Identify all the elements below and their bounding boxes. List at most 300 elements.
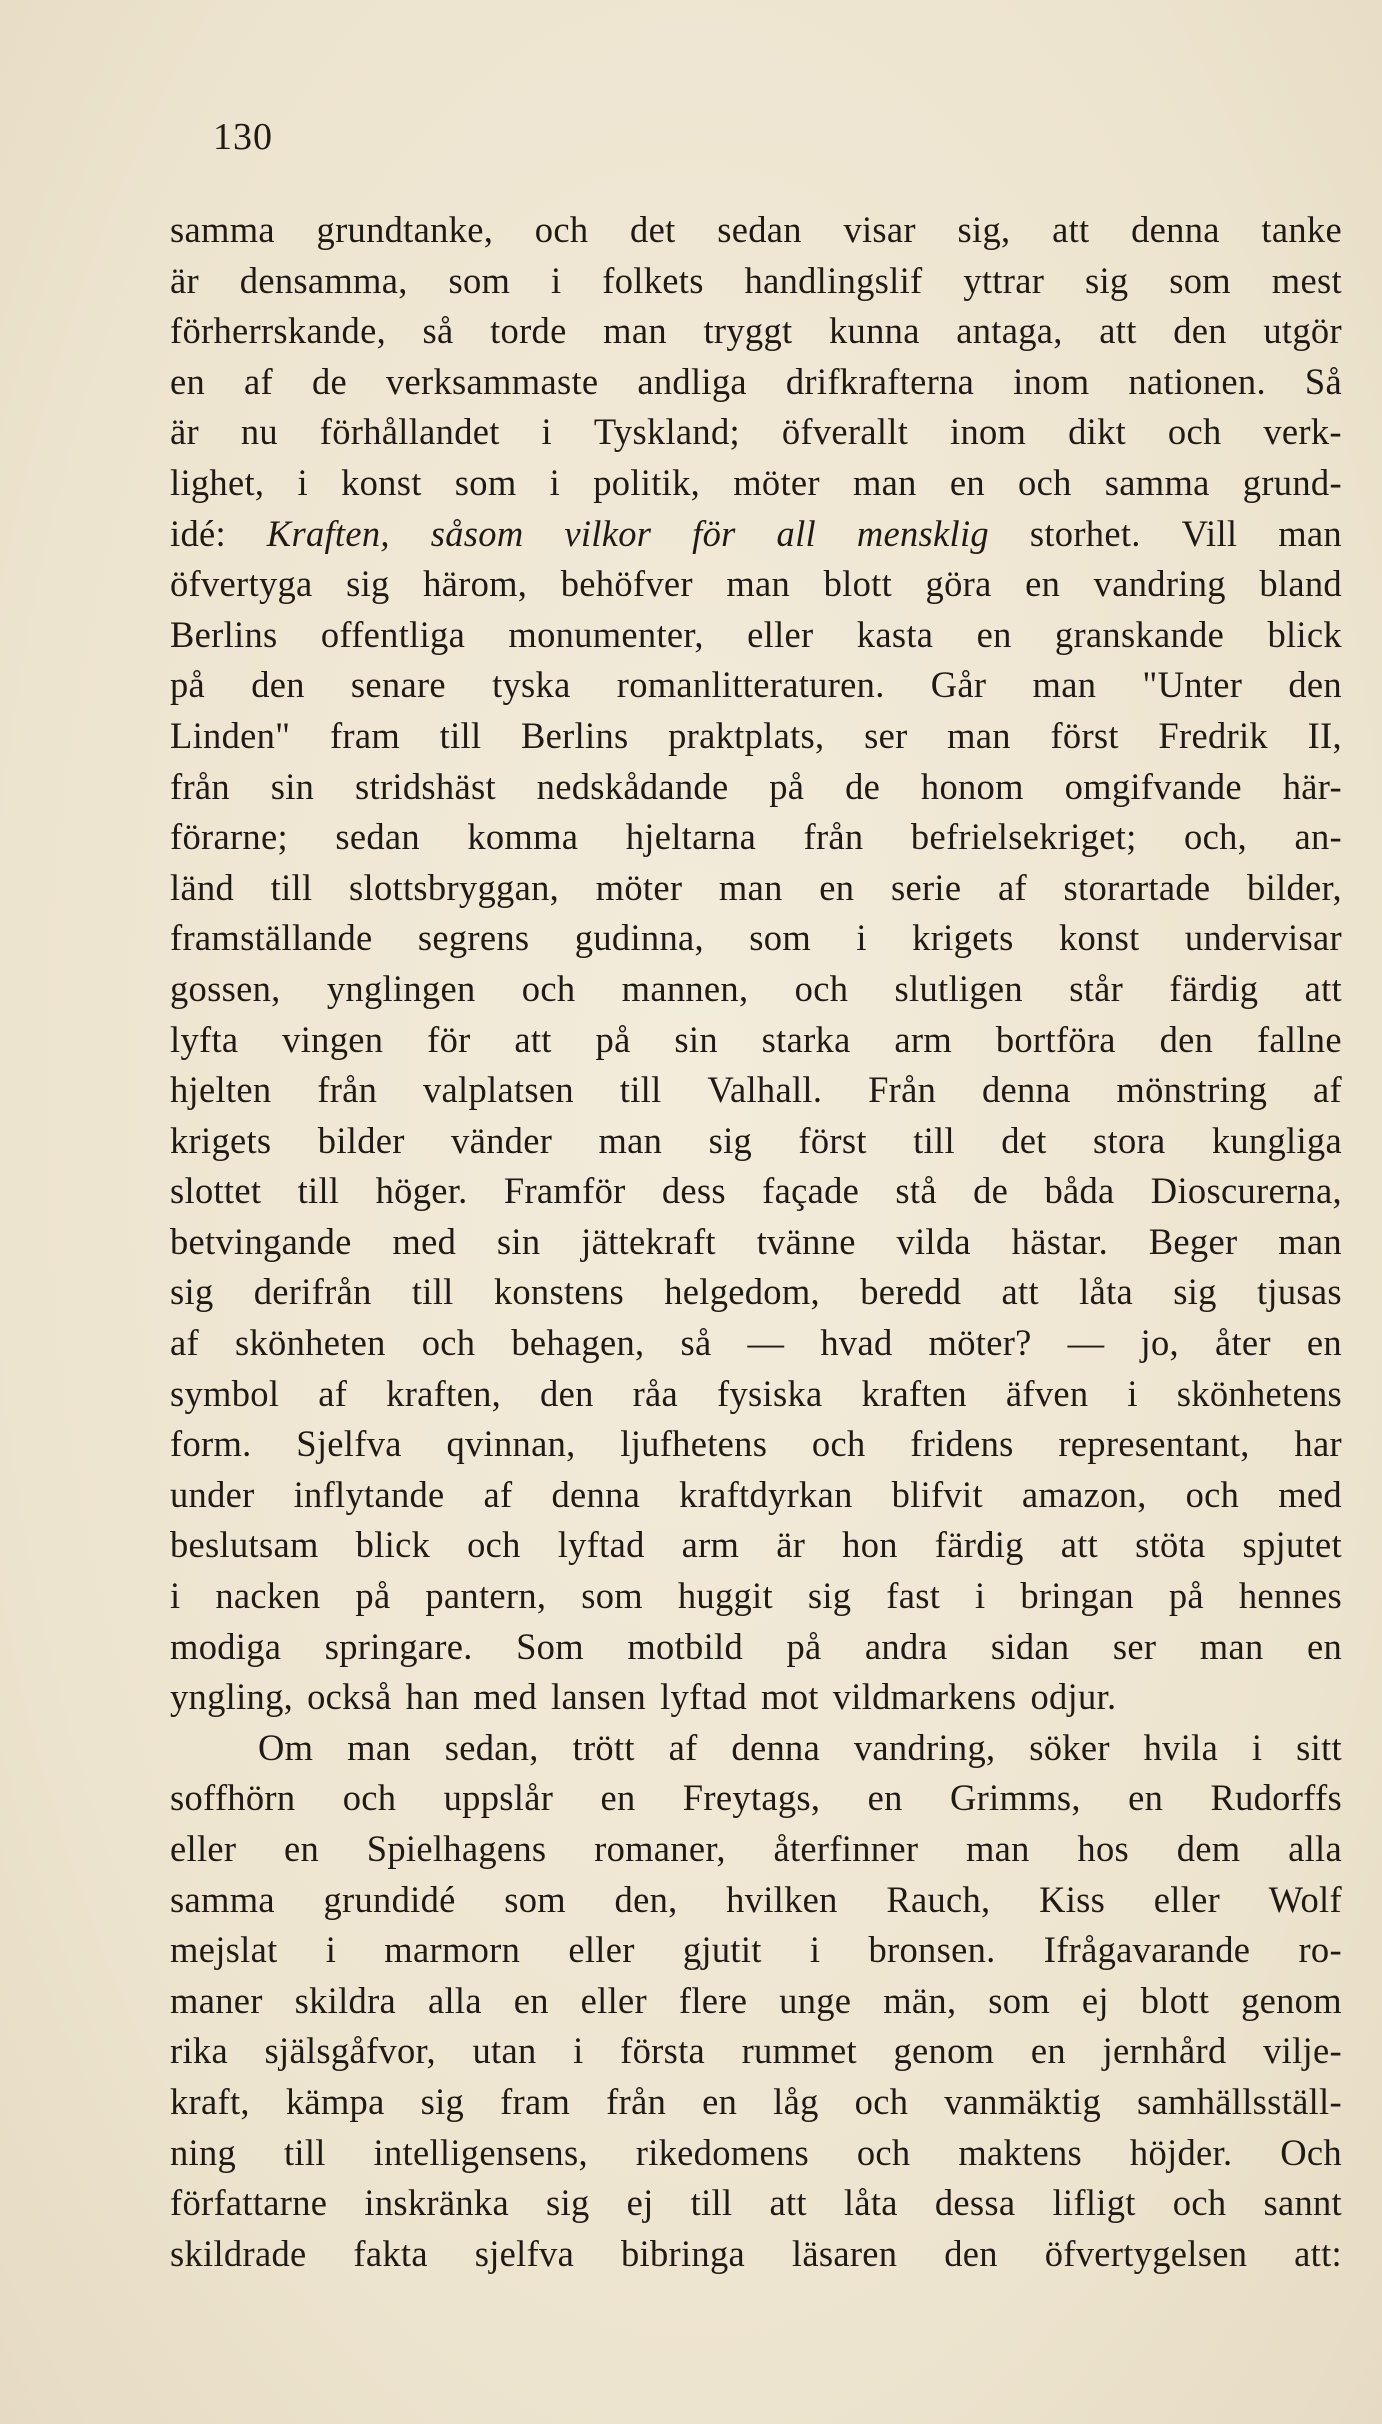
- word: kämpa: [285, 2080, 385, 2122]
- word: krigets: [912, 917, 1014, 959]
- word: inflytande: [293, 1473, 445, 1515]
- word: krigets: [170, 1119, 272, 1161]
- word: stridshäst: [355, 765, 496, 807]
- word: blick: [355, 1524, 431, 1566]
- word: som: [988, 1979, 1051, 2021]
- word: såsom: [430, 512, 524, 554]
- text-line: [170, 610, 1342, 661]
- word: maktens: [958, 2131, 1083, 2173]
- text-line: [170, 407, 1342, 458]
- word: mejslat: [170, 1929, 278, 1971]
- word: i: [297, 461, 308, 503]
- word: låta: [843, 2182, 898, 2224]
- word: sin: [496, 1220, 541, 1262]
- word: granskande: [1054, 613, 1225, 655]
- word: sig: [708, 1119, 753, 1161]
- word: den: [1173, 310, 1227, 352]
- word: modiga: [170, 1625, 282, 1667]
- word: ser: [1112, 1625, 1157, 1667]
- word: rummet: [741, 2030, 857, 2072]
- word: möter: [595, 866, 683, 908]
- word: blott: [1140, 1979, 1210, 2021]
- word: och: [1018, 461, 1072, 503]
- word: offentliga: [320, 613, 466, 655]
- word: senare: [350, 664, 446, 706]
- text-line: [170, 1622, 1342, 1673]
- text-line: [170, 1723, 1342, 1774]
- word: façade: [762, 1170, 860, 1212]
- word: vingen: [282, 1018, 384, 1060]
- word: samma: [170, 209, 275, 250]
- word: sin: [674, 1018, 718, 1060]
- text-line: [170, 863, 1342, 914]
- word: åter: [1214, 1322, 1271, 1364]
- word: att: [1060, 1524, 1099, 1566]
- word: på: [595, 1018, 631, 1060]
- word: folkets: [602, 259, 704, 301]
- word: verksammaste: [386, 360, 599, 402]
- word: en: [1128, 1777, 1164, 1819]
- word: kraften,: [386, 1372, 502, 1414]
- word: fridens: [910, 1423, 1014, 1465]
- word: Vill: [1181, 512, 1238, 554]
- text-line: [170, 762, 1342, 813]
- word: slottsbryggan,: [349, 866, 560, 908]
- word: och: [467, 1524, 521, 1566]
- word: en: [1025, 563, 1061, 605]
- word: i: [549, 461, 561, 503]
- text-line: [170, 1217, 1342, 1268]
- word: man: [965, 1828, 1030, 1869]
- word: Fredrik: [1158, 714, 1268, 756]
- word: lyfta: [170, 1018, 239, 1060]
- word: lyftad: [557, 1524, 645, 1566]
- word: amazon,: [1021, 1473, 1147, 1515]
- word: först: [1050, 714, 1119, 756]
- word: grund-: [1242, 461, 1342, 503]
- word: man: [852, 461, 917, 503]
- word: att: [1304, 967, 1342, 1009]
- word: Om: [258, 1726, 314, 1768]
- word: konst: [1058, 917, 1140, 959]
- word: dessa: [934, 2182, 1016, 2224]
- word: alla: [427, 1979, 482, 2021]
- word: eller: [568, 1929, 635, 1971]
- word: och: [854, 2080, 909, 2122]
- text-line: [170, 1419, 1342, 1470]
- word: blifvit: [891, 1473, 983, 1515]
- word: bilder,: [1247, 866, 1342, 908]
- word: —: [1067, 1322, 1105, 1364]
- word: med: [473, 1676, 538, 1718]
- text-line: [170, 1520, 1342, 1571]
- word: all: [776, 512, 816, 554]
- body-text: [170, 205, 1342, 2279]
- word: de: [973, 1170, 1009, 1212]
- word: jo,: [1140, 1322, 1179, 1364]
- word: ynglingen: [326, 967, 476, 1009]
- word: en: [867, 1777, 903, 1819]
- word: bronsen.: [868, 1929, 996, 1971]
- word: fram: [329, 714, 401, 756]
- text-line: [170, 1318, 1342, 1369]
- word: motbild: [627, 1625, 744, 1667]
- word: II,: [1307, 714, 1342, 756]
- word: Grimms,: [949, 1777, 1081, 1819]
- word: Beger: [1148, 1220, 1238, 1262]
- word: fast: [886, 1575, 941, 1617]
- word: nu: [240, 411, 278, 453]
- word: till: [619, 1069, 662, 1111]
- word: och: [421, 1322, 476, 1364]
- word: Kraften,: [266, 512, 390, 554]
- word: andra: [864, 1625, 948, 1667]
- text-line: [170, 1166, 1342, 1217]
- text-line: [170, 1015, 1342, 1066]
- word: Wolf: [1268, 1878, 1342, 1920]
- word: nationen.: [1128, 360, 1266, 402]
- word: genom: [1241, 1979, 1342, 2021]
- word: konst: [341, 461, 422, 503]
- word: de: [311, 360, 348, 402]
- text-line: [170, 1773, 1342, 1824]
- word: stora: [1093, 1119, 1166, 1161]
- word: nedskådande: [536, 765, 729, 807]
- word: alla: [1288, 1828, 1342, 1869]
- word: framställande: [170, 917, 373, 959]
- word: gudinna,: [574, 917, 704, 959]
- word: en: [976, 613, 1012, 655]
- word: verk-: [1263, 411, 1342, 453]
- text-line: [170, 913, 1342, 964]
- word: uppslår: [443, 1777, 554, 1819]
- word: behagen,: [511, 1322, 645, 1364]
- word: hennes: [1238, 1575, 1342, 1617]
- word: af: [318, 1372, 348, 1414]
- word: härom,: [423, 563, 528, 605]
- word: i: [541, 411, 552, 453]
- word: skönheten: [234, 1322, 386, 1364]
- word: grundtanke,: [316, 209, 494, 250]
- word: i: [1251, 1726, 1263, 1768]
- word: Ifrågavarande: [1043, 1929, 1251, 1971]
- text-line: [170, 509, 1342, 560]
- word: mannen,: [621, 967, 749, 1009]
- word: som: [1169, 259, 1231, 301]
- word: representant,: [1058, 1423, 1250, 1465]
- word: komma: [467, 816, 579, 858]
- word: pantern,: [425, 1575, 547, 1617]
- word: blick: [1267, 613, 1342, 655]
- word: sig: [1173, 1271, 1217, 1313]
- word: sedan,: [444, 1726, 539, 1768]
- word: färdig: [934, 1524, 1024, 1566]
- word: Dioscurerna,: [1150, 1170, 1342, 1212]
- word: romanlitteraturen.: [616, 664, 885, 706]
- word: vildmarkens: [832, 1676, 1017, 1718]
- word: bland: [1259, 563, 1342, 605]
- word: ro-: [1298, 1929, 1342, 1971]
- word: och: [1185, 1473, 1240, 1515]
- word: och: [1172, 2182, 1227, 2224]
- word: att: [514, 1018, 552, 1060]
- word: hvad: [820, 1322, 893, 1364]
- word: handlingslif: [744, 259, 923, 301]
- word: till: [913, 1119, 955, 1161]
- text-line: [170, 1824, 1342, 1875]
- word: i: [975, 1575, 986, 1617]
- word: återfinner: [773, 1828, 919, 1869]
- word: man: [603, 310, 667, 352]
- word: själsgåfvor,: [264, 2030, 436, 2072]
- word: trött: [572, 1726, 635, 1768]
- word: dikt: [1068, 411, 1127, 453]
- word: helgedom,: [664, 1271, 820, 1313]
- word: till: [439, 714, 482, 756]
- word: sig: [170, 1271, 214, 1313]
- word: tjusas: [1256, 1271, 1342, 1313]
- word: kraftdyrkan: [679, 1473, 853, 1515]
- word: sig: [807, 1575, 852, 1617]
- word: af: [997, 866, 1027, 908]
- word: grundidé: [323, 1878, 456, 1920]
- word: derifrån: [253, 1271, 372, 1313]
- text-line: [170, 205, 1342, 256]
- word: undervisar: [1184, 917, 1342, 959]
- word: Går: [930, 664, 987, 706]
- word: och: [856, 2131, 911, 2173]
- word: att: [1052, 209, 1090, 250]
- word: den: [944, 2232, 998, 2274]
- word: sig: [346, 563, 390, 605]
- word: man: [1032, 664, 1097, 706]
- word: den: [251, 664, 305, 706]
- word: en: [513, 1979, 549, 2021]
- word: de: [845, 765, 881, 807]
- word: slutligen: [894, 967, 1023, 1009]
- word: och: [794, 967, 849, 1009]
- word: segrens: [417, 917, 530, 959]
- page-number: 130: [213, 116, 273, 158]
- word: idé:: [170, 512, 226, 554]
- word: huggit: [677, 1575, 773, 1617]
- word: att: [1001, 1271, 1039, 1313]
- text-line: [170, 2178, 1342, 2229]
- word: andliga: [637, 360, 747, 402]
- text-line: [170, 1925, 1342, 1976]
- word: utgör: [1263, 310, 1342, 352]
- word: af: [483, 1473, 513, 1515]
- word: bringan: [1020, 1575, 1134, 1617]
- text-line: [170, 2026, 1342, 2077]
- text-line: [170, 357, 1342, 408]
- word: visar: [843, 209, 916, 250]
- word: sitt: [1296, 1726, 1342, 1768]
- word: kasta: [856, 613, 934, 655]
- word: behöfver: [560, 563, 693, 605]
- word: stå: [895, 1170, 937, 1212]
- word: sjelfva: [474, 2232, 575, 2274]
- word: är: [170, 259, 199, 301]
- word: en: [1306, 1625, 1342, 1667]
- word: det: [630, 209, 676, 250]
- word: under: [170, 1473, 255, 1515]
- word: sin: [270, 765, 315, 807]
- word: denna: [981, 1069, 1071, 1111]
- word: så: [680, 1322, 712, 1364]
- word: den: [1288, 664, 1342, 706]
- word: stöta: [1135, 1524, 1206, 1566]
- word: skildrade: [170, 2232, 307, 2274]
- word: till: [297, 1170, 340, 1212]
- word: qvinnan,: [446, 1423, 576, 1465]
- word: en: [702, 2080, 738, 2122]
- word: en: [949, 461, 985, 503]
- word: från: [317, 1069, 378, 1111]
- word: sidan: [990, 1625, 1070, 1667]
- word: man: [726, 563, 791, 605]
- word: mönstring: [1116, 1069, 1268, 1111]
- word: hästar.: [1011, 1220, 1109, 1262]
- word: Sjelfva: [296, 1423, 402, 1465]
- word: blott: [823, 563, 893, 605]
- word: den: [1159, 1018, 1214, 1060]
- text-line: [170, 1116, 1342, 1167]
- word: hos: [1077, 1828, 1130, 1869]
- word: genom: [893, 2030, 995, 2072]
- word: att: [1099, 310, 1137, 352]
- word: till: [690, 2182, 733, 2224]
- word: från: [606, 2080, 667, 2122]
- word: öfvertygelsen: [1044, 2232, 1248, 2274]
- word: som: [454, 461, 517, 503]
- word: kraften: [861, 1372, 967, 1414]
- word: förhållandet: [319, 411, 500, 453]
- word: för: [692, 512, 736, 554]
- word: lighet,: [170, 461, 265, 503]
- word: är: [776, 1524, 806, 1566]
- word: sig: [420, 2080, 465, 2122]
- word: intelligensens,: [373, 2131, 588, 2173]
- word: denna: [1131, 209, 1220, 250]
- word: Så: [1304, 360, 1342, 402]
- word: eller: [580, 1979, 648, 2021]
- text-line: [170, 559, 1342, 610]
- word: hjelten: [170, 1069, 272, 1111]
- word: af: [668, 1726, 698, 1768]
- word: Linden": [170, 714, 291, 756]
- word: man: [947, 714, 1011, 756]
- word: på: [1168, 1575, 1204, 1617]
- word: båda: [1044, 1170, 1115, 1212]
- word: Berlins: [170, 613, 278, 655]
- word: torde: [490, 310, 567, 352]
- word: konstens: [493, 1271, 624, 1313]
- word: som: [581, 1575, 643, 1617]
- word: monumenter,: [508, 613, 704, 655]
- word: Berlins: [521, 714, 629, 756]
- word: i: [325, 1929, 337, 1971]
- word: och,: [1184, 816, 1248, 858]
- word: tyska: [492, 664, 571, 706]
- word: sedan: [717, 209, 802, 250]
- word: en: [600, 1777, 636, 1819]
- word: Kiss: [1039, 1878, 1106, 1920]
- word: utan: [472, 2030, 537, 2072]
- word: "Unter: [1142, 664, 1243, 706]
- word: att:: [1294, 2232, 1342, 2274]
- word: söker: [1029, 1726, 1110, 1768]
- word: en: [284, 1828, 320, 1869]
- word: med: [392, 1220, 457, 1262]
- text-line: [170, 2128, 1342, 2179]
- word: densamma,: [239, 259, 408, 301]
- word: det: [1001, 1119, 1047, 1161]
- word: marmorn: [384, 1929, 521, 1971]
- word: män,: [883, 1979, 957, 2021]
- word: drifkrafterna: [785, 360, 975, 402]
- word: denna: [551, 1473, 641, 1515]
- word: höger.: [375, 1170, 468, 1212]
- word: nacken: [215, 1575, 321, 1617]
- word: sig,: [957, 209, 1011, 250]
- word: hjeltarna: [625, 816, 757, 858]
- word: den: [540, 1372, 594, 1414]
- word: en: [1306, 1322, 1342, 1364]
- word: låta: [1079, 1271, 1134, 1313]
- word: unge: [779, 1979, 852, 2021]
- word: springare.: [324, 1625, 473, 1667]
- word: hon: [842, 1524, 898, 1566]
- text-line: [170, 1470, 1342, 1521]
- word: först: [798, 1119, 867, 1161]
- word: äfven: [1005, 1372, 1089, 1414]
- word: gossen,: [170, 967, 281, 1009]
- word: dem: [1176, 1828, 1241, 1869]
- word: på: [769, 765, 805, 807]
- word: lifligt: [1052, 2182, 1136, 2224]
- word: inom: [950, 411, 1027, 453]
- word: mest: [1271, 259, 1342, 301]
- word: råa: [632, 1372, 679, 1414]
- word: i: [809, 1929, 821, 1971]
- word: antaga,: [956, 310, 1063, 352]
- word: öfverallt: [781, 411, 909, 453]
- word: på: [170, 664, 206, 706]
- word: rika: [170, 2030, 228, 2072]
- word: vänder: [451, 1119, 553, 1161]
- word: i: [170, 1575, 181, 1617]
- word: så: [422, 310, 454, 352]
- word: man: [718, 866, 783, 908]
- word: man: [347, 1726, 411, 1768]
- word: rikedomens: [635, 2131, 810, 2173]
- word: länd: [170, 866, 235, 908]
- word: den,: [614, 1878, 678, 1920]
- word: förarne;: [170, 816, 288, 858]
- word: från: [170, 765, 230, 807]
- word: flere: [678, 1979, 748, 2021]
- word: har: [1294, 1423, 1342, 1465]
- word: politik,: [593, 461, 701, 503]
- word: till: [411, 1271, 454, 1313]
- word: kunna: [829, 310, 920, 352]
- word: till: [283, 2131, 326, 2173]
- word: inskränka: [364, 2182, 509, 2224]
- word: samma: [170, 1878, 275, 1920]
- text-line: [170, 660, 1342, 711]
- word: Rudorffs: [1210, 1777, 1342, 1819]
